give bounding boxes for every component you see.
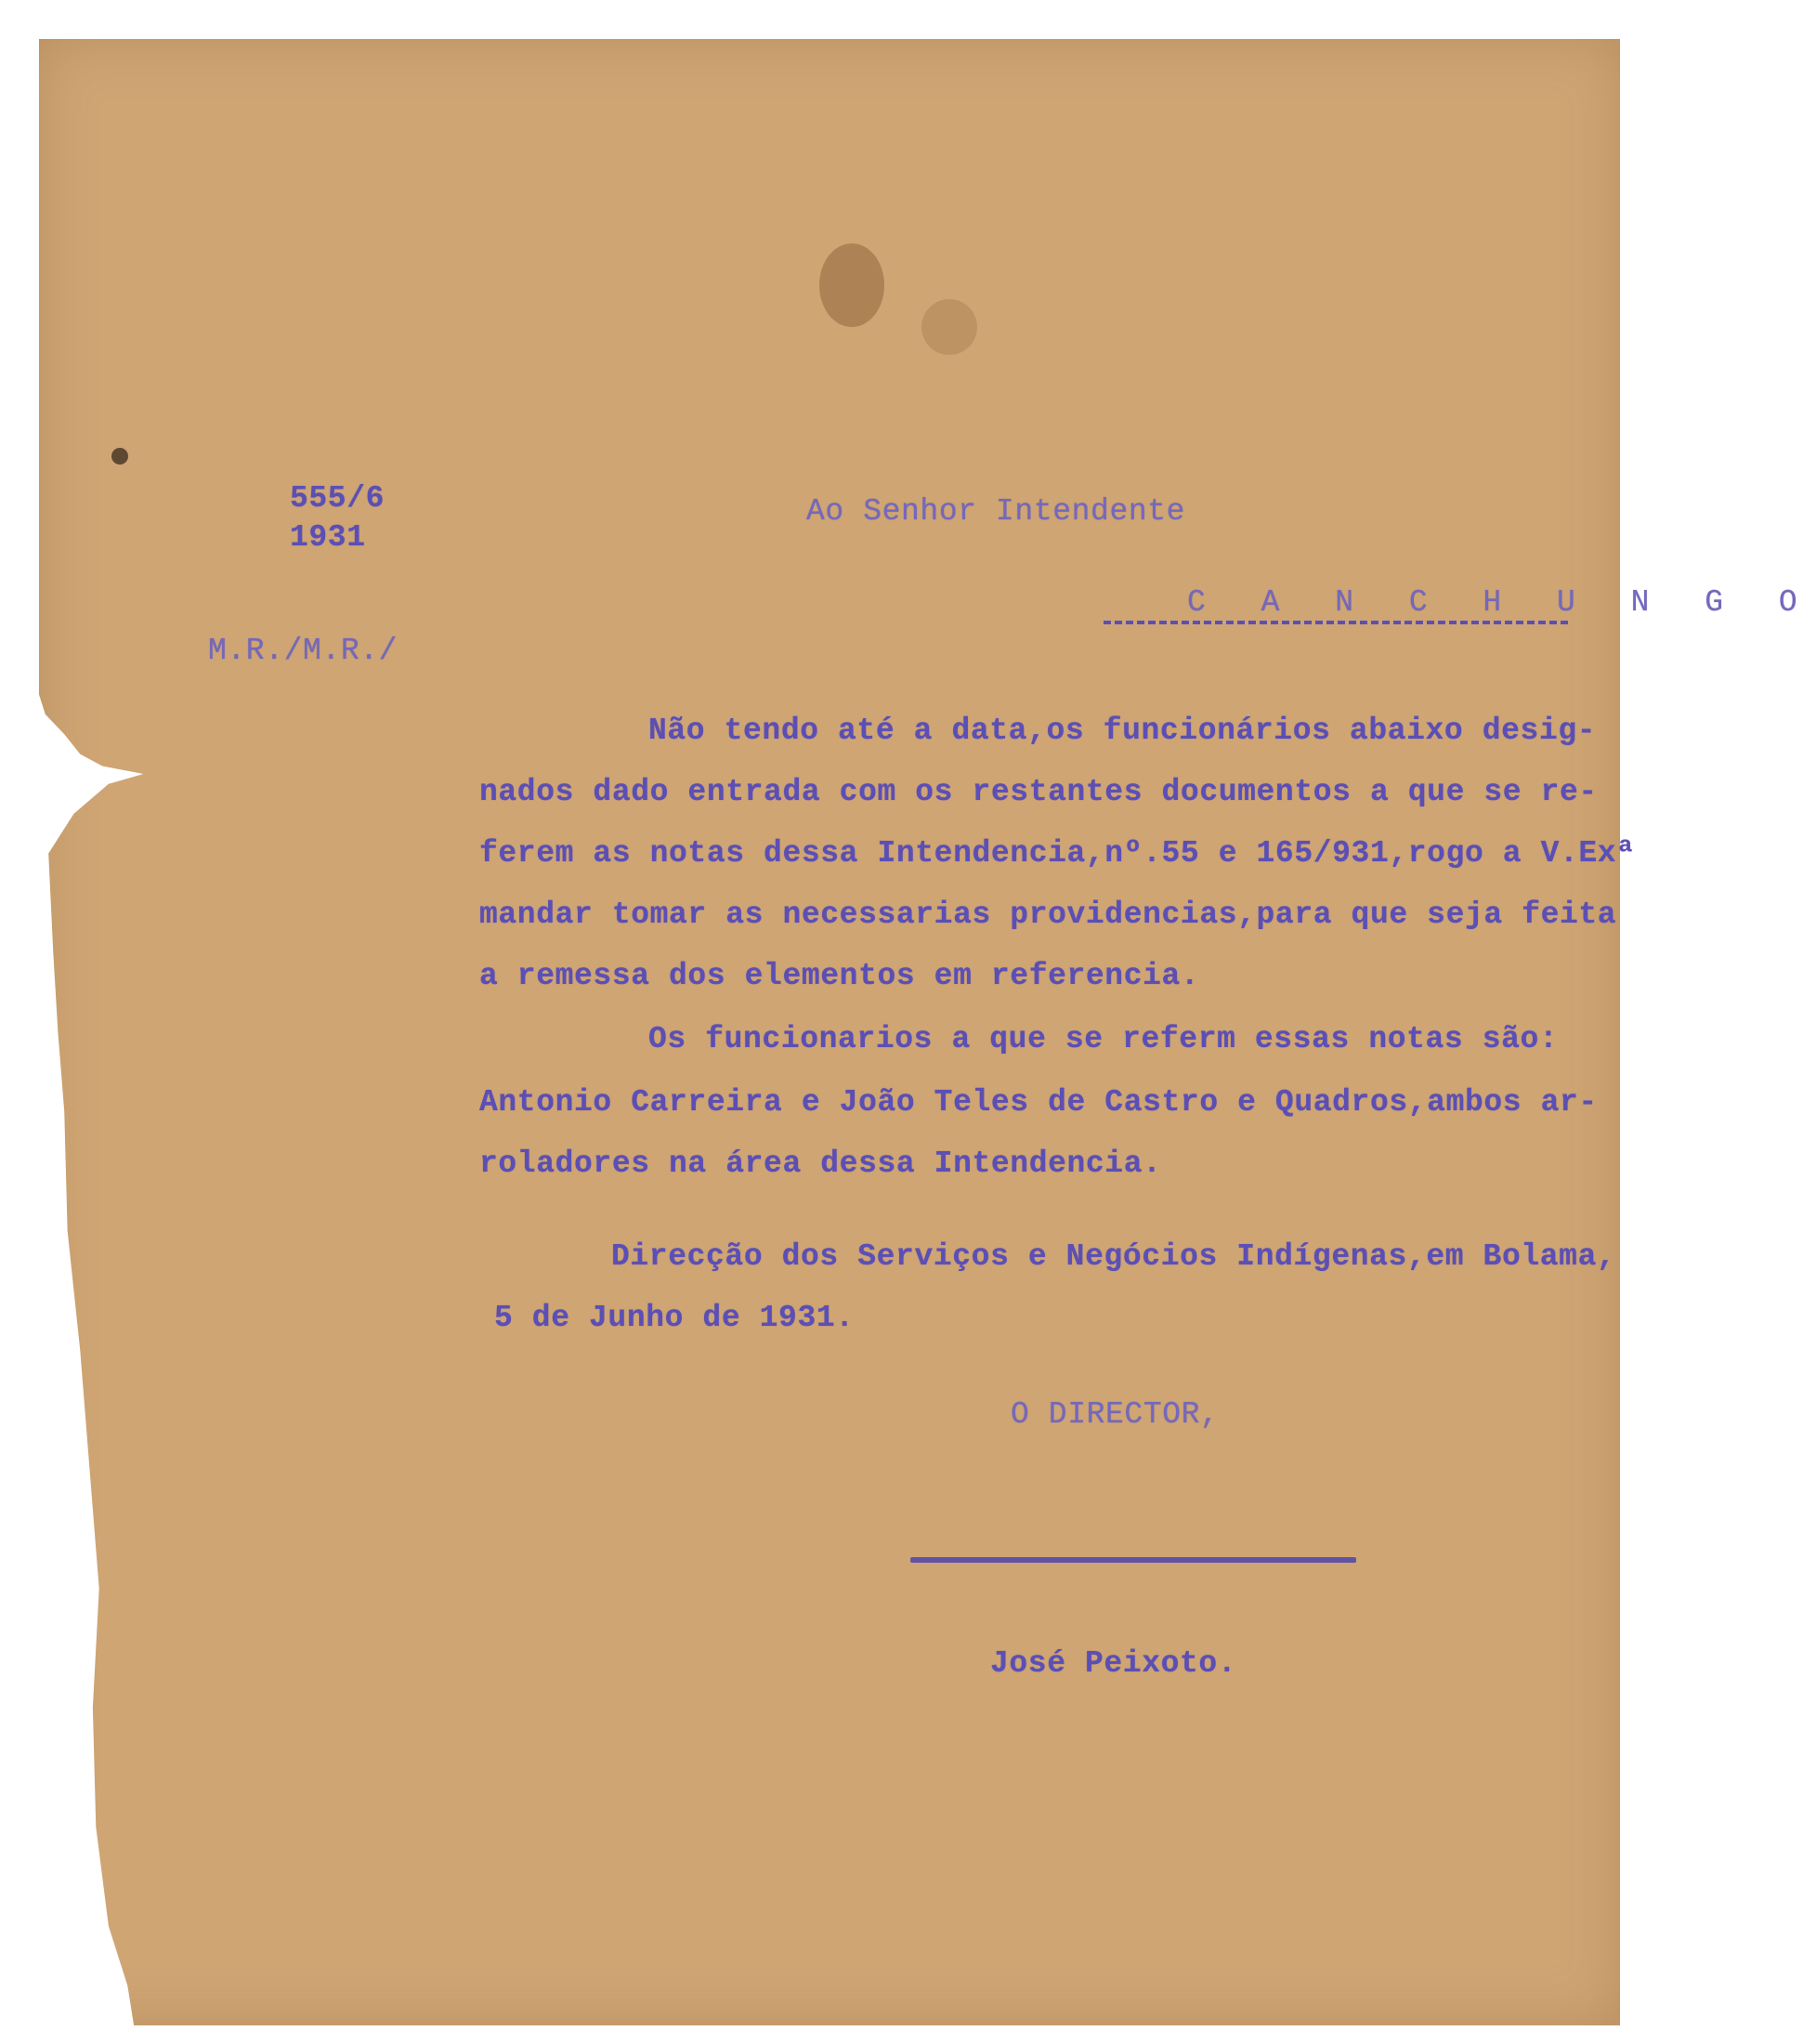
addressee-place: C A N C H U N G O bbox=[1187, 585, 1816, 620]
body-line-4: mandar tomar as necessarias providencias,para que seja feita bbox=[479, 898, 1617, 932]
body-line-5: a remessa dos elementos em referencia. bbox=[479, 959, 1200, 993]
closing-place-line: Direcção dos Serviços e Negócios Indígenas,em Bolama, bbox=[611, 1239, 1616, 1274]
body-line-8: roladores na área dessa Intendencia. bbox=[479, 1146, 1162, 1181]
body-line-1: Não tendo até a data,os funcionários abaixo desig- bbox=[648, 714, 1597, 748]
signatory-name: José Peixoto. bbox=[990, 1646, 1237, 1681]
paper-stain bbox=[819, 243, 884, 327]
addressee-underline bbox=[1104, 617, 1568, 624]
punch-hole bbox=[111, 448, 128, 465]
closing-date-line: 5 de Junho de 1931. bbox=[494, 1301, 855, 1335]
addressee-line: Ao Senhor Intendente bbox=[806, 494, 1186, 529]
reference-initials: M.R./M.R./ bbox=[208, 634, 398, 668]
director-title: O DIRECTOR, bbox=[1011, 1397, 1220, 1432]
reference-number: 555/6 bbox=[290, 481, 385, 516]
reference-year: 1931 bbox=[290, 520, 366, 555]
body-line-2: nados dado entrada com os restantes documentos a que se re- bbox=[479, 775, 1598, 809]
paper-stain bbox=[921, 299, 977, 355]
body-line-7: Antonio Carreira e João Teles de Castro e Quadros,ambos ar- bbox=[479, 1085, 1598, 1120]
body-line-6: Os funcionarios a que se referm essas notas são: bbox=[648, 1022, 1559, 1056]
signature-line bbox=[910, 1557, 1356, 1563]
body-line-3: ferem as notas dessa Intendencia,nº.55 e 165/931,rogo a V.Exª bbox=[479, 836, 1636, 871]
